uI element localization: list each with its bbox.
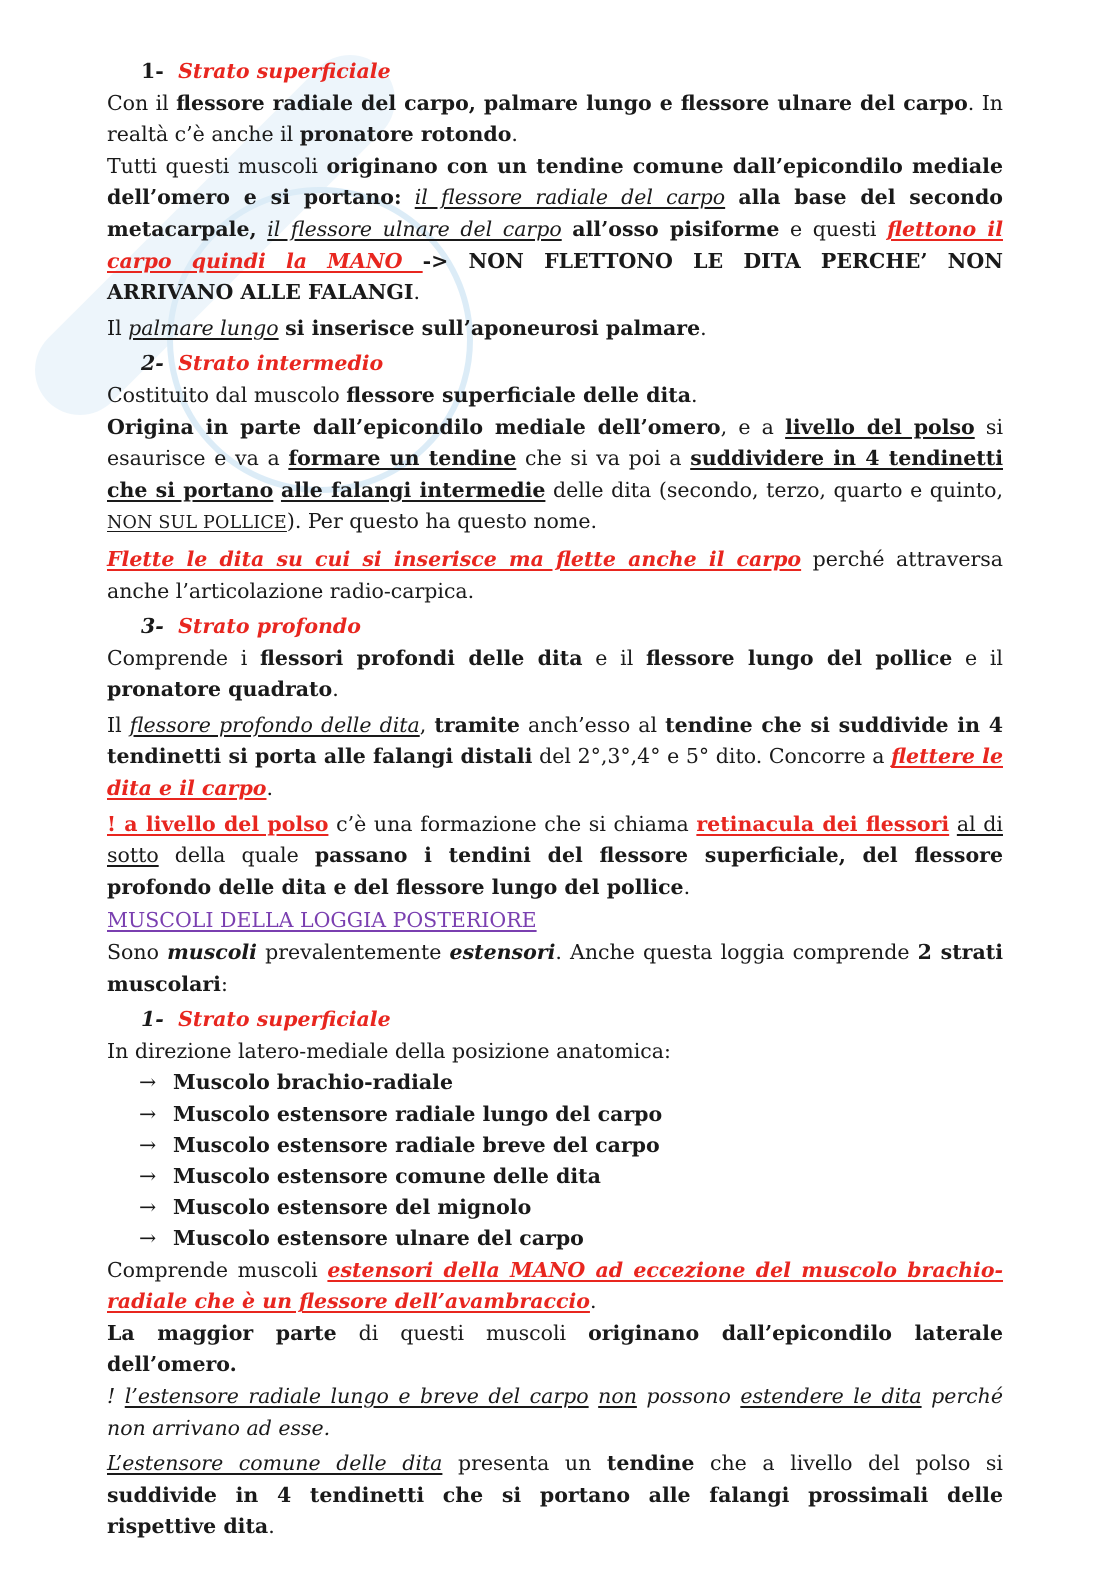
list-item: → Muscolo estensore radiale lungo del carpo [139,1099,1003,1130]
arrow-icon: → [139,1070,157,1095]
paragraph: Il palmare lungo si inserisce sull’aponeurosi palmare. [107,315,707,340]
arrow-icon: → [139,1226,157,1251]
paragraph: Con il flessore radiale del carpo, palmare lungo e flessore ulnare del carpo. In realtà c’è anche il pronatore rotondo. [107,90,1003,147]
paragraph: Tutti questi muscoli originano con un tendine comune dall’epicondilo mediale dell’omero e si portano: il flessore radiale del carpo alla base del secondo metacarpale, il flessore ulnare del carpo all’osso pisiforme e questi flettono il carpo quindi la MANO -> NON FLETTONO LE DITA PERCHE’ NON ARRIVANO ALLE FALANGI. [107,153,1003,305]
paragraph: Comprende i flessori profondi delle dita e il flessore lungo del pollice e il pronatore quadrato. [107,645,1003,702]
section-heading-intermediate: 2- Strato intermedio [141,351,384,376]
paragraph: ! a livello del polso c’è una formazione che si chiama retinacula dei flessori al di sotto della quale passano i tendini del flessore superficiale, del flessore profondo delle dita e del flessore lungo del pollice. [107,811,1003,899]
list-item: → Muscolo estensore del mignolo [139,1192,1003,1223]
posterior-heading-link[interactable]: MUSCOLI DELLA LOGGIA POSTERIORE [107,908,537,933]
paragraph: ! l’estensore radiale lungo e breve del carpo non possono estendere le dita perché non arrivano ad esse. [107,1384,1003,1440]
muscle-list [107,1067,1003,1254]
paragraph: Flette le dita su cui si inserisce ma flette anche il carpo perché attraversa anche l’articolazione radio-carpica. [107,546,1003,603]
arrow-icon: → [139,1132,157,1157]
list-intro: In direzione latero-mediale della posizione anatomica: [107,1038,671,1063]
paragraph: Comprende muscoli estensori della MANO ad eccezione del muscolo brachio-radiale che è un flessore dell’avambraccio. [107,1257,1004,1314]
list-item: → Muscolo estensore radiale breve del carpo [139,1130,1003,1161]
paragraph: Origina in parte dall’epicondilo mediale dell’omero, e a livello del polso si esaurisce e va a formare un tendine che si va poi a suddividere in 4 tendinetti che si portano alle falangi intermedie delle dita (secondo, terzo, quarto e quinto, NON SUL POLLICE). Per questo ha questo nome. [107,414,1004,534]
paragraph: Sono muscoli prevalentemente estensori. Anche questa loggia comprende 2 strati muscolari: [107,940,1003,996]
arrow-icon: → [139,1195,157,1220]
section-heading-superficial: 1- Strato superficiale [141,59,391,83]
list-item: → Muscolo brachio-radiale [139,1067,1003,1098]
paragraph: Costituito dal muscolo flessore superficiale delle dita. [107,382,698,407]
paragraph: Il flessore profondo delle dita, tramite anch’esso al tendine che si suddivide in 4 tendinetti si porta alle falangi distali del 2°,3°,4° e 5° dito. Concorre a flettere le dita e il carpo. [107,712,1003,801]
section-heading-deep: 3- Strato profondo [141,614,361,639]
section-heading-posterior-superficial: 1- Strato superficiale [141,1007,391,1032]
paragraph: La maggior parte di questi muscoli originano dall’epicondilo laterale dell’omero. [107,1320,1003,1377]
paragraph: L’estensore comune delle dita presenta un tendine che a livello del polso si suddivide in 4 tendinetti che si portano alle falangi prossimali delle rispettive dita. [107,1451,1003,1539]
document-page [107,52,1003,1543]
arrow-icon: → [139,1164,157,1189]
arrow-icon: → [139,1101,157,1126]
list-item: → Muscolo estensore ulnare del carpo [139,1223,1003,1254]
list-item: → Muscolo estensore comune delle dita [139,1161,1003,1192]
